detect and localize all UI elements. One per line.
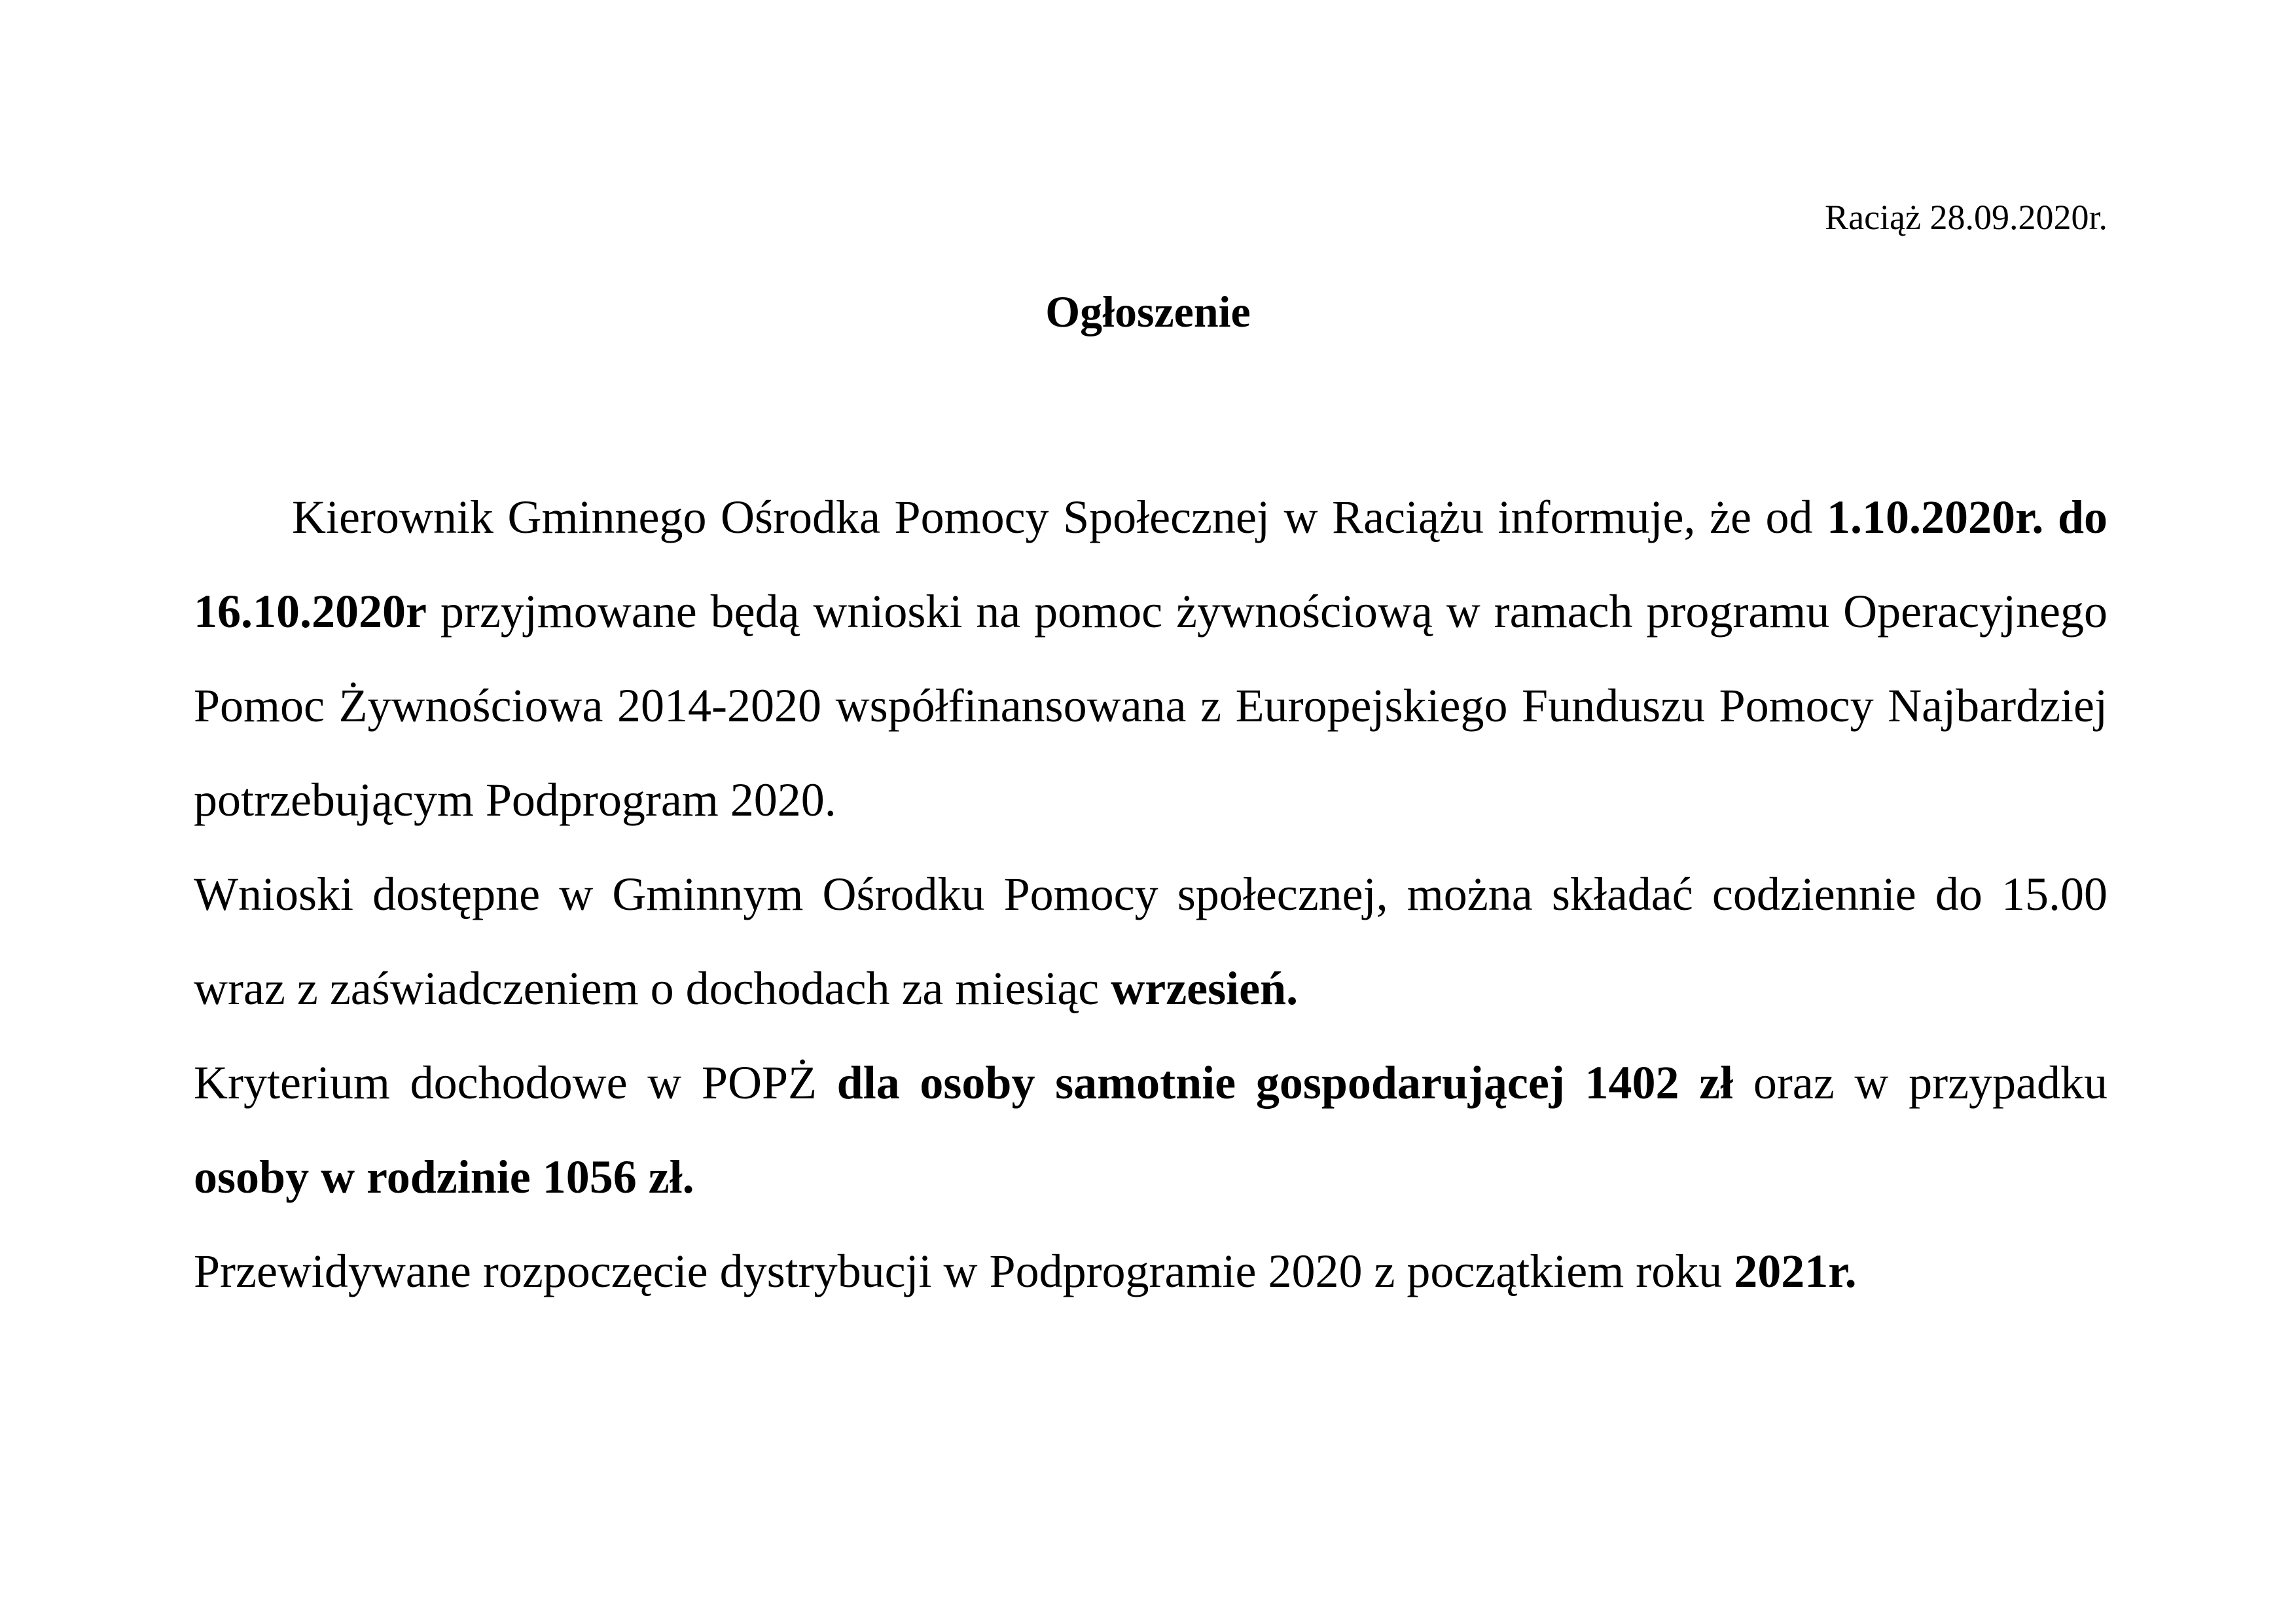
announcement-body (194, 470, 2108, 1318)
single-person-criterion: dla osoby samotnie gospodarującej 1402 zł (836, 1056, 1734, 1109)
applications-text: Wnioski dostępne w Gminnym Ośrodku Pomocy społecznej, można składać codziennie do 15.00 wraz z zaświadczeniem o dochodach za miesiąc (194, 868, 2108, 1015)
submission-dates: 1.10.2020r. do 16.10.2020r (194, 491, 2108, 638)
income-month: wrzesień. (1111, 962, 1299, 1015)
page-title: Ogłoszenie (1045, 287, 1251, 336)
paragraph-criteria (194, 1036, 2108, 1224)
intro-text-start: Kierownik Gminnego Ośrodka Pomocy Społecznej w Raciążu informuje, że od (292, 491, 1827, 543)
distribution-year: 2021r. (1734, 1245, 1857, 1297)
paragraph-applications (194, 847, 2108, 1036)
criteria-text-middle: oraz w przypadku (1733, 1056, 2108, 1109)
criteria-text-start: Kryterium dochodowe w POPŻ (194, 1056, 837, 1109)
paragraph-distribution (194, 1224, 2108, 1318)
paragraph-intro (194, 470, 2108, 847)
family-person-criterion: osoby w rodzinie 1056 zł. (194, 1151, 694, 1203)
intro-text-end: przyjmowane będą wnioski na pomoc żywnościową w ramach programu Operacyjnego Pomoc Żywnościowa 2014-2020 współfinansowana z Europejskiego Funduszu Pomocy Najbardziej potrzebującym Podprogram 2020. (194, 585, 2108, 826)
distribution-text: Przewidywane rozpoczęcie dystrybucji w Podprogramie 2020 z początkiem roku (194, 1245, 1734, 1297)
date-line: Raciąż 28.09.2020r. (1825, 198, 2108, 237)
